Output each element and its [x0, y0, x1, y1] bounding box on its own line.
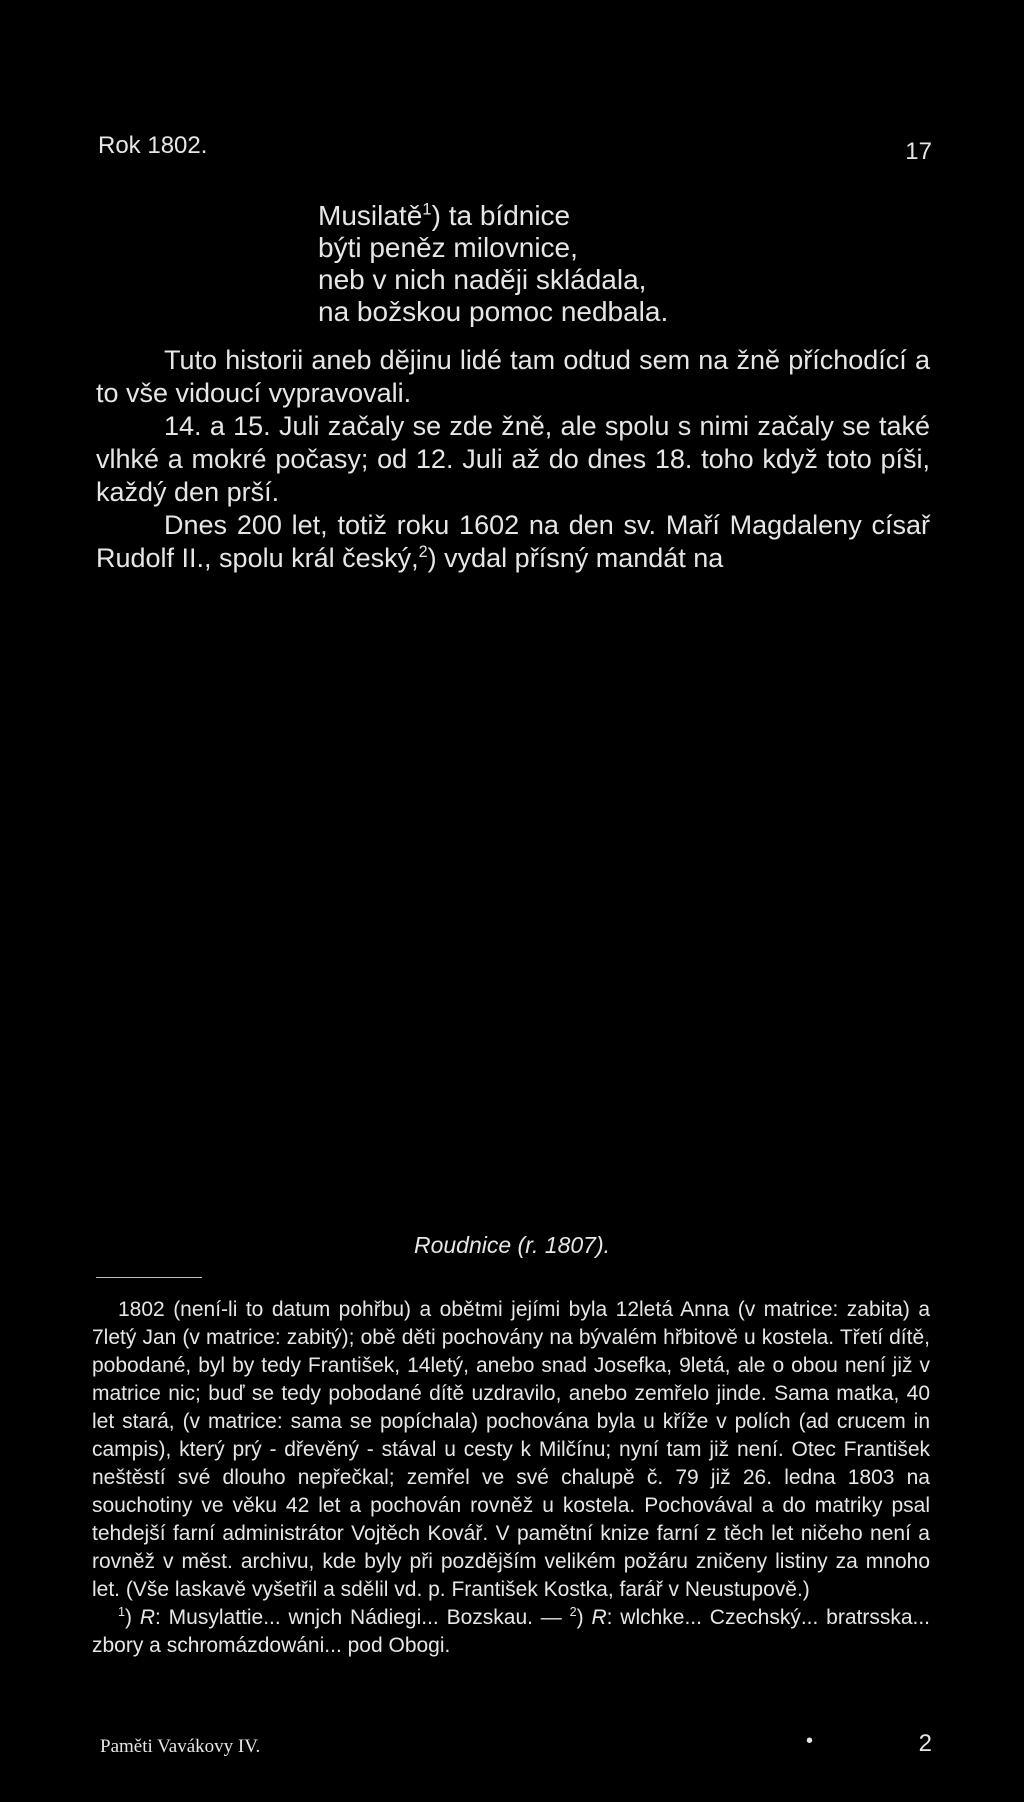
page-number: 17	[905, 138, 932, 165]
footnote-text: : Musylattie... wnjch Nádiegi... Bozskau. —	[155, 1606, 570, 1629]
footnote-mark-1: 1	[118, 1605, 126, 1619]
imprint-title: Paměti Vavákovy IV.	[100, 1736, 261, 1757]
footnote-continuation: 1802 (není-li to datum pohřbu) a obětmi jejími byla 12letá Anna (v matrice: zabita) a 7letý Jan (v matrice: zabitý); obě děti pochovány na bývalém hřbitově u kostela. Třetí dítě, pobodané, byl by tedy František, 14letý, anebo snad Josefka, 9letá, ale o obou není již v matrice nic; buď se tedy pobodané dítě uzdravilo, anebo zemřelo jinde. Sama matka, 40 let stará, (v matrice: sama se popíchala) pochována byla u kříže v polích (ad crucem in campis), který prý - dřevěný - stával u cesty k Milčínu; nyní tam již není. Otec František neštěstí své dlouho nepřečkal; zemřel ve své chalupě č. 79 již 26. ledna 1803 na souchotiny ve věku 42 let a pochován rovněž u kostela. Pochovával a do matriky psal tehdejší farní administrátor Vojtěch Kovář. V pamětní knize farní z těch let ničeho není a rovněž v měst. archivu, kde byly při pozdějším velikém požáru zničeny listiny za mnoho let. (Vše laskavě vyšetřil a sdělil vd. p. František Kostka, farář v Neustupově.)	[92, 1298, 930, 1601]
dot-mark: •	[806, 1730, 814, 1752]
caption-place: Roudnice (r.	[413, 1232, 545, 1258]
poem-line: býti peněz milovnice,	[318, 232, 578, 263]
running-header	[98, 128, 932, 168]
caption-year: 1807	[544, 1232, 596, 1258]
paragraph	[96, 509, 930, 575]
poem-line-rest: ) ta bídnice	[431, 200, 571, 231]
source-letter: R	[139, 1606, 156, 1629]
page-footer	[100, 1730, 932, 1766]
caption-close: ).	[595, 1232, 611, 1258]
poem-word: Musilatě	[318, 200, 423, 231]
sheet-signature: 2	[918, 1730, 932, 1757]
poem-line: neb v nich naději skládala,	[318, 264, 647, 295]
footnote-sources: $^1$) R: Musylattie... wnjch Nádiegi... Bozskau. — $^2$) R: wlchke... Czechský... bratrsska... zbory a schromázdowáni... pod Obogi.	[92, 1605, 931, 1657]
footnote-mark-2: 2	[569, 1605, 577, 1619]
footnote-ref-2: 2	[418, 543, 428, 561]
poem-line: na božskou pomoc nedbala.	[318, 296, 669, 327]
paragraph-text: Dnes 200 let, totiž roku 1602 na den sv. Maří Magdaleny císař Rudolf II., spolu král český,	[96, 510, 930, 573]
paragraph: 14. a 15. Juli začaly se zde žně, ale spolu s nimi začaly se také vlhké a mokré počasy; od 12. Juli až do dnes 18. toho když toto píši, každý den prší.	[96, 411, 930, 507]
footnote-ref-1: 1	[422, 199, 432, 219]
illustration-plate	[96, 594, 930, 1214]
poem-stanza	[318, 200, 668, 328]
footnote-text: : wlchke... Czechský... bratrsska... zbory a schromázdowáni... pod Obogi.	[92, 1606, 931, 1657]
source-letter: R	[591, 1606, 607, 1629]
illustration-caption	[0, 1232, 1024, 1259]
paragraph: Tuto historii aneb dějinu lidé tam odtud sem na žně příchodící a to vše vidoucí vypravovali.	[96, 345, 930, 408]
footnotes	[92, 1296, 930, 1660]
paragraph-text: ) vydal přísný mandát na	[427, 543, 724, 573]
footnote-rule	[96, 1277, 202, 1278]
poem-line	[318, 200, 668, 232]
body-text	[96, 344, 930, 575]
running-title: Rok 1802.	[98, 132, 208, 159]
